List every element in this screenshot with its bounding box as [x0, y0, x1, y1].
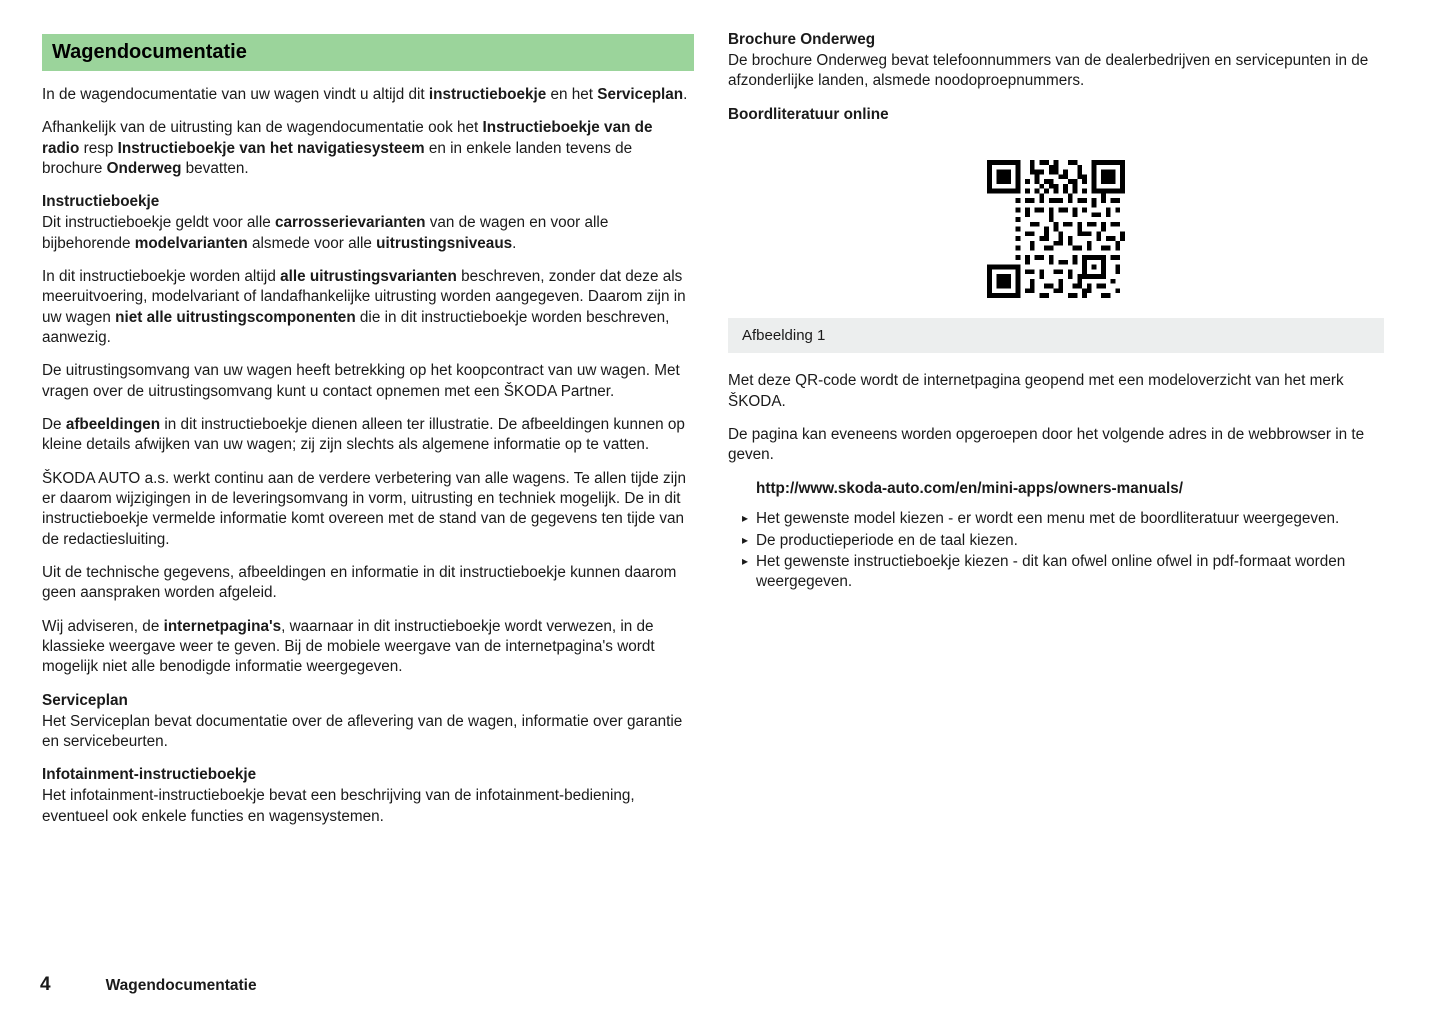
text-run: resp — [79, 139, 118, 157]
text-run: In de wagendocumentatie van uw wagen vindt u altijd dit — [42, 86, 429, 103]
subheading-instructieboekje: Instructieboekje — [42, 193, 160, 211]
paragraph-intro-1 — [42, 85, 694, 105]
text-run-bold: Instructieboekje van de radio — [42, 119, 653, 157]
paragraph-uitrustingsvarianten — [42, 267, 694, 348]
paragraph-infotainment: Het infotainment-instructieboekje bevat een beschrijving van de infotainment-bediening, eventueel ook enkele functies en wagensystemen. — [42, 787, 635, 825]
qr-code-figure — [728, 160, 1384, 298]
text-run: van de wagen en voor alle bijbehorende — [42, 214, 609, 252]
text-run-bold: afbeeldingen — [65, 416, 161, 433]
paragraph-instructieboekje — [42, 213, 694, 254]
text-run-bold: Onderweg — [106, 160, 182, 178]
text-run-bold: instructieboekje — [428, 86, 547, 103]
list-item: ▸ Het gewenste model kiezen - er wordt een menu met de boordliteratuur weergegeven. — [742, 509, 1384, 529]
text-run: Wij adviseren, de — [42, 617, 164, 635]
paragraph-serviceplan: Het Serviceplan bevat documentatie over de aflevering van de wagen, informatie over garantie en servicebeurten. — [42, 712, 683, 750]
text-run: en het — [546, 86, 598, 103]
text-run-bold: uitrustingsniveaus — [376, 234, 513, 252]
text-run-bold: alle uitrustingsvarianten — [280, 267, 457, 285]
steps-list — [728, 509, 1384, 592]
page-title: Wagendocumentatie — [42, 34, 694, 71]
left-column — [42, 34, 694, 840]
qr-code-icon — [987, 160, 1125, 298]
paragraph-uitrustingsomvang: De uitrustingsomvang van uw wagen heeft betrekking op het koopcontract van uw wagen. Met vragen over de uitrustingsomvang kunt u contact opnemen met een ŠKODA Partner. — [42, 362, 680, 400]
text-run: beschreven, zonder dat deze als meeruitvoering, modelvariant of landafhankelijke uitrusting worden aangegeven. Daarom zijn in uw wagen — [42, 267, 686, 326]
list-item: ▸ De productieperiode en de taal kiezen. — [742, 531, 1384, 551]
text-run: . — [683, 86, 688, 103]
paragraph-technische-gegevens: Uit de technische gegevens, afbeeldingen en informatie in dit instructieboekje kunnen daarom geen aanspraken worden afgeleid. — [42, 564, 677, 602]
text-run: De — [42, 416, 66, 433]
page-number: 4 — [40, 974, 51, 995]
footer-chapter-title: Wagendocumentatie — [105, 977, 257, 994]
text-run: en in enkele landen tevens de brochure — [42, 139, 633, 178]
text-run: alsmede voor alle — [247, 234, 377, 252]
paragraph-intro-2 — [42, 118, 694, 179]
text-run: in dit instructieboekje dienen alleen ter illustratie. De afbeeldingen kunnen op kleine details afwijken van uw wagen; zij zijn slechts als algemene informatie op te vatten. — [42, 416, 685, 454]
text-run-bold: Serviceplan — [597, 86, 684, 103]
text-run-bold: modelvarianten — [134, 234, 248, 252]
right-column — [728, 30, 1384, 594]
subheading-serviceplan: Serviceplan — [42, 691, 128, 709]
paragraph-skoda-auto: ŠKODA AUTO a.s. werkt continu aan de verdere verbetering van alle wagens. Te allen tijde zijn er daarom wijzigingen in de leveringsomvang in vorm, uitrusting en techniek mogelijk. De in dit instructieboekje vermelde informatie komt overeen met de stand van de gegevens ten tijde van de redactiesluiting. — [42, 469, 686, 548]
paragraph-brochure-onderweg: De brochure Onderweg bevat telefoonnummers van de dealerbedrijven en servicepunten in de afzonderlijke landen, alsmede noodoproepnummers. — [728, 51, 1369, 90]
text-run-bold: carrosserievarianten — [274, 214, 426, 232]
paragraph-qr-description: Met deze QR-code wordt de internetpagina geopend met een modeloverzicht van het merk ŠKODA. — [728, 372, 1344, 410]
figure-caption: Afbeelding 1 — [728, 318, 1384, 353]
text-run-bold: Instructieboekje van het navigatiesysteem — [117, 139, 425, 157]
list-item: ▸ Het gewenste instructieboekje kiezen - dit kan ofwel online ofwel in pdf-formaat worden weergegeven. — [742, 552, 1384, 593]
text-run: Dit instructieboekje geldt voor alle — [42, 214, 275, 232]
subheading-infotainment: Infotainment-instructieboekje — [42, 766, 257, 784]
text-run: , waarnaar in dit instructieboekje wordt verwezen, in de klassieke weergave weer te geven. Bij de mobiele weergave van de internetpagina's wordt mogelijk niet alle benodigde informatie weergegeven. — [42, 617, 655, 676]
text-run: In dit instructieboekje worden altijd — [42, 267, 281, 285]
subheading-boordliteratuur-online: Boordliteratuur online — [728, 105, 889, 123]
text-run: bevatten. — [181, 160, 249, 178]
page-footer — [40, 974, 257, 996]
paragraph-afbeeldingen — [42, 415, 694, 456]
paragraph-internetpaginas — [42, 617, 694, 678]
text-run-bold: niet alle uitrustingscomponenten — [115, 308, 356, 326]
text-run: . — [512, 234, 517, 252]
subheading-brochure-onderweg: Brochure Onderweg — [728, 31, 876, 48]
paragraph-adres: De pagina kan eveneens worden opgeroepen door het volgende adres in de webbrowser in te geven. — [728, 426, 1365, 464]
text-run: Afhankelijk van de uitrusting kan de wagendocumentatie ook het — [42, 119, 483, 137]
text-run: die in dit instructieboekje worden beschreven, aanwezig. — [42, 308, 670, 346]
owners-manuals-url[interactable]: http://www.skoda-auto.com/en/mini-apps/owners-manuals/ — [756, 479, 1183, 497]
text-run-bold: internetpagina's — [163, 617, 282, 635]
